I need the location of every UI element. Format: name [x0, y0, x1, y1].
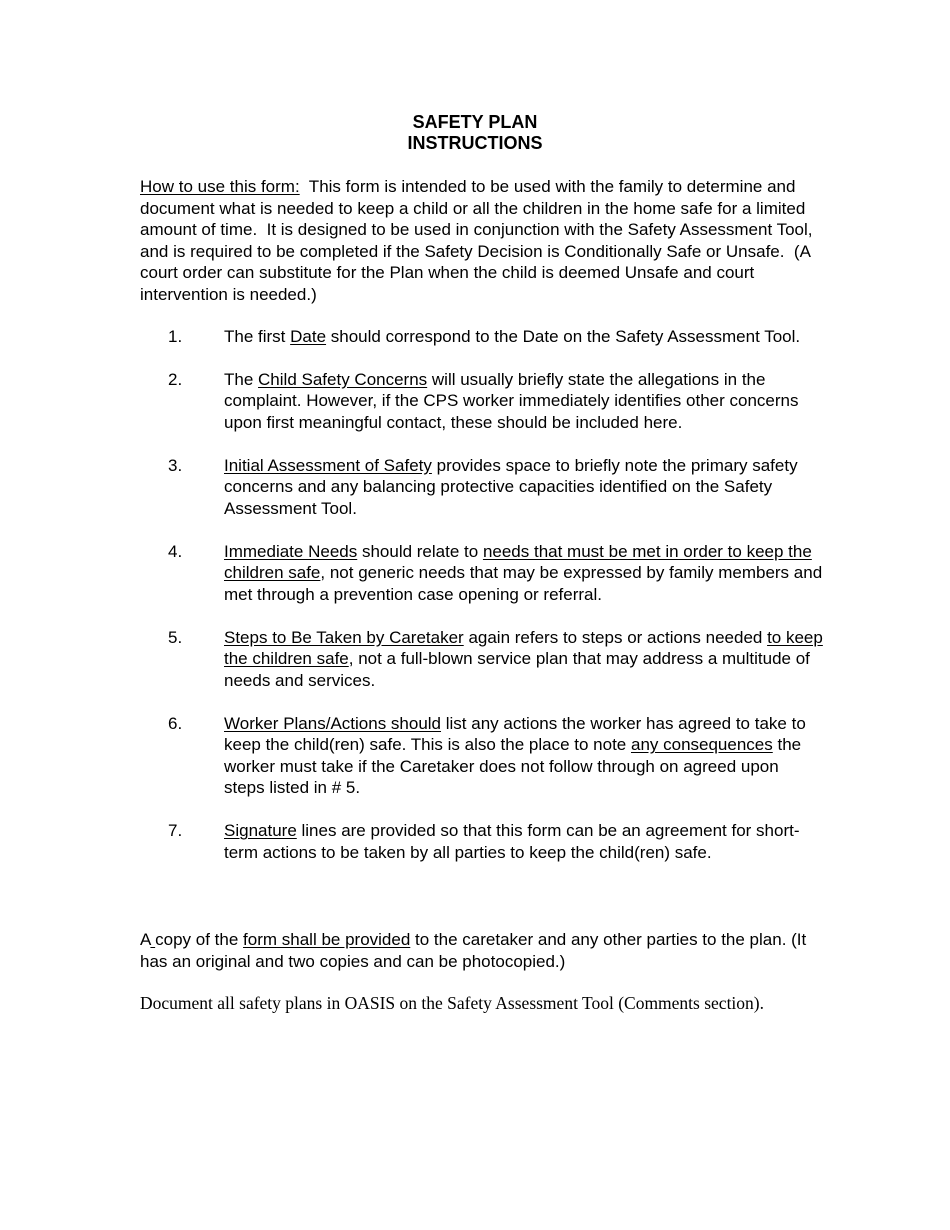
footer-paragraph — [140, 929, 830, 972]
item-number: 5. — [168, 627, 183, 647]
list-item — [140, 820, 840, 863]
item-text-part: , not generic needs that may be expressed by family members and met through a prevention case opening or referral. — [224, 563, 823, 604]
item-text-part: , not a full-blown service plan that may address a multitude of needs and services. — [224, 649, 810, 690]
item-underlined-term: Date — [290, 327, 327, 346]
item-text-part: provides space to briefly note the primary safety concerns and any balancing protective capacities identified on the Safety Assessment Tool. — [224, 455, 798, 518]
footer-text-part: A — [140, 930, 151, 949]
footer-underlined-phrase: form shall be provided — [243, 930, 411, 949]
list-item — [140, 627, 840, 692]
footer-text-part: to the caretaker and any other parties to the plan. (It has an original and two copies and can be photocopied.) — [140, 930, 807, 971]
list-item — [140, 713, 840, 799]
intro-paragraph — [140, 176, 830, 306]
title-line-2: INSTRUCTIONS — [407, 133, 543, 153]
item-text — [224, 455, 824, 520]
list-item — [140, 455, 840, 520]
item-underlined-term: Steps to Be Taken by Caretaker — [224, 627, 464, 647]
footer-text-part: copy of the — [155, 930, 244, 949]
item-underlined-term: Child Safety Concerns — [258, 369, 428, 389]
item-text-part: The first — [224, 327, 291, 346]
oasis-note: Document all safety plans in OASIS on the Safety Assessment Tool (Comments section). — [140, 993, 765, 1013]
item-text — [224, 369, 824, 434]
item-underlined-phrase: to keep the children safe — [224, 627, 823, 669]
item-underlined-phrase: any consequences — [630, 735, 773, 755]
item-text — [224, 326, 824, 348]
item-underlined-phrase: needs that must be met in order to keep the children safe — [224, 541, 812, 583]
title-line-1: SAFETY PLAN — [412, 112, 538, 132]
item-text-part: lines are provided so that this form can be an agreement for short-term actions to be taken by all parties to keep the child(ren) safe. — [224, 821, 800, 862]
list-item — [140, 326, 840, 348]
list-item — [140, 369, 840, 434]
item-text-part: should correspond to the Date on the Safety Assessment Tool. — [326, 327, 801, 346]
instruction-list — [140, 326, 840, 885]
item-text-part: again refers to steps or actions needed — [463, 627, 768, 647]
item-underlined-term: Immediate Needs — [224, 541, 358, 561]
item-text-part: the worker must take if the Caretaker does not follow through on agreed upon steps listed in # 5. — [224, 735, 802, 798]
item-text — [224, 541, 824, 606]
item-underlined-term: Signature — [224, 821, 297, 841]
item-number: 1. — [168, 327, 183, 346]
page-title — [0, 112, 950, 154]
item-number: 7. — [168, 821, 183, 841]
intro-label: How to use this form: — [140, 177, 300, 196]
item-number: 3. — [168, 455, 183, 475]
item-number: 6. — [168, 713, 183, 733]
list-item — [140, 541, 840, 606]
item-text-part: will usually briefly state the allegations in the complaint. However, if the CPS worker immediately identifies other concerns upon first meaningful contact, these should be included here. — [224, 369, 799, 432]
item-text — [224, 627, 824, 692]
item-underlined-term: Worker Plans/Actions should — [224, 713, 442, 733]
intro-text: This form is intended to be used with the family to determine and document what is needed to keep a child or all the children in the home safe for a limited amount of time. It is designed to be used in conjunction with the Safety Assessment Tool, and is required to be completed if the Safety Decision is Conditionally Safe or Unsafe. (A court order can substitute for the Plan when the child is deemed Unsafe and court intervention is needed.) — [140, 177, 818, 304]
item-text — [224, 713, 824, 799]
item-number: 4. — [168, 541, 183, 561]
item-text-part: list any actions the worker has agreed to take to keep the child(ren) safe. This is also the place to note — [224, 713, 806, 755]
item-underlined-term: Initial Assessment of Safety — [224, 455, 432, 475]
item-number: 2. — [168, 369, 183, 389]
item-text-part: should relate to — [357, 541, 483, 561]
item-text-part: The — [224, 369, 259, 389]
item-text — [224, 820, 824, 863]
